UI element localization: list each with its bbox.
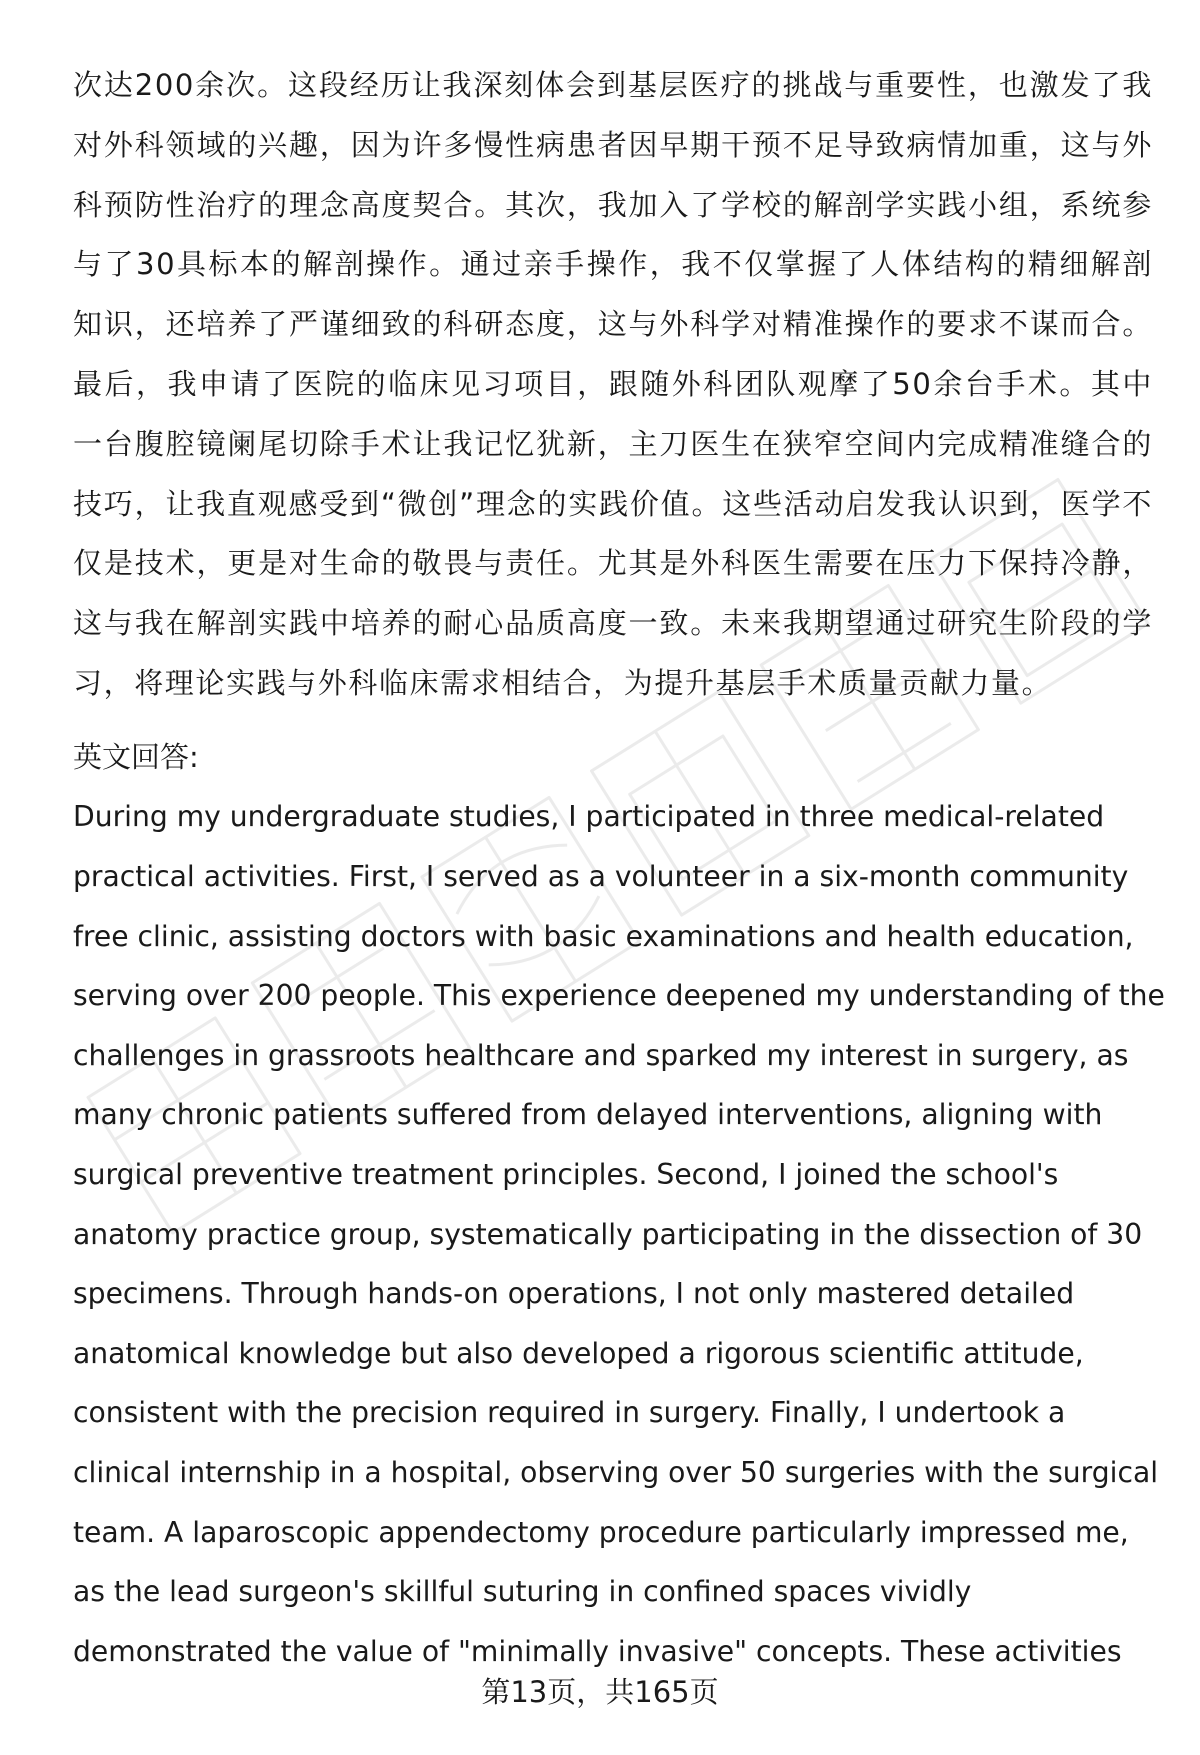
english-answer-label: 英文回答: [73, 739, 199, 774]
chinese-answer-paragraph: 次达200余次。这段经历让我深刻体会到基层医疗的挑战与重要性，也激发了我对外科领域的兴趣，因为许多慢性病患者因早期干预不足导致病情加重，这与外科预防性治疗的理念高度契合。其次，我加入了学校的解剖学实践小组，系统参与了30具标本的解剖操作。通过亲手操作，我不仅掌握了人体结构的精细解剖知识，还培养了严谨细致的科研态度，这与外科学对精准操作的要求不谋而合。最后，我申请了医院的临床见习项目，跟随外科团队观摩了50余台手术。其中一台腹腔镜阑尾切除手术让我记忆犹新，主刀医生在狭窄空间内完成精准缝合的技巧，让我直观感受到“微创”理念的实践价值。这些活动启发我认识到，医学不仅是技术，更是对生命的敬畏与责任。尤其是外科医生需要在压力下保持冷静，这与我在解剖实践中培养的耐心品质高度一致。未来我期望通过研究生阶段的学习，将理论实践与外科临床需求相结合，为提升基层手术质量贡献力量。 [73, 68, 1153, 700]
english-answer-paragraph: During my undergraduate studies, I participated in three medical-related practical activities. First, I served as a volunteer in a six-month community free clinic, assisting doctors with basic examinations and health education, serving over 200 people. This experience deepened my understanding of the challenges in grassroots healthcare and sparked my interest in surgery, as many chronic patients suffered from delayed interventions, aligning with surgical preventive treatment principles. Second, I joined the school's anatomy practice group, systematically participating in the dissection of 30 specimens. Through hands-on operations, I not only mastered detailed anatomical knowledge but also developed a rigorous scientific attitude, consistent with the precision required in surgery. Finally, I undertook a clinical internship in a hospital, observing over 50 surgeries with the surgical team. A laparoscopic appendectomy procedure particularly impressed me, as the lead surgeon's skillful suturing in confined spaces vividly demonstrated the value of "minimally invasive" concepts. These activities [73, 800, 1165, 1668]
main-content [73, 56, 1165, 1681]
page-footer [0, 1672, 1200, 1712]
page-number-indicator: 第13页，共165页 [481, 1675, 719, 1709]
